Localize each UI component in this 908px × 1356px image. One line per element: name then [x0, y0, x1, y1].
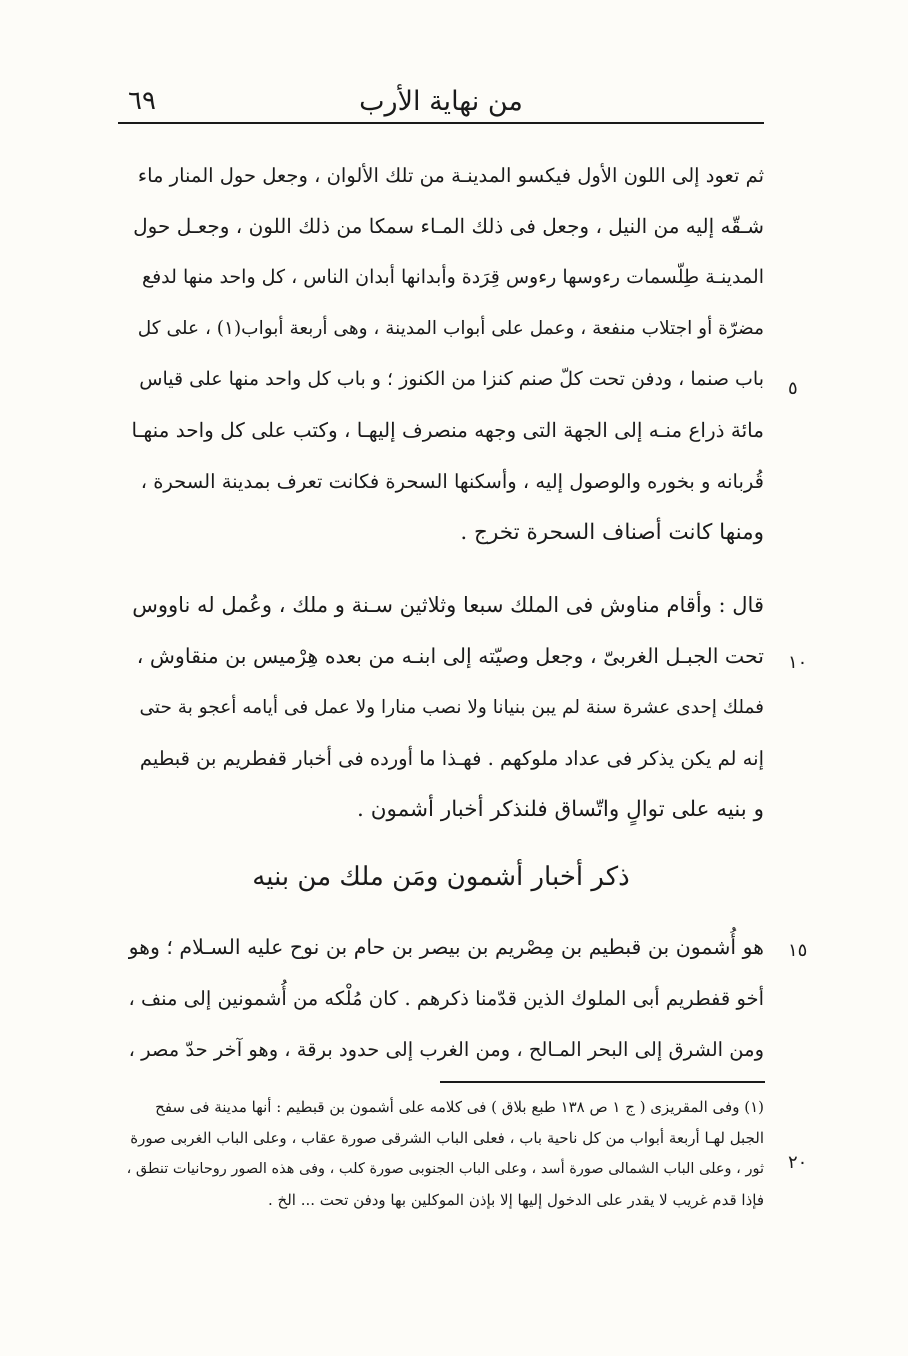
text-line: قال : وأقام مناوش فى الملك سبعا وثلاثين سـنة و ملك ، وعُمل له ناووس	[132, 593, 764, 617]
line-number: ٢٠	[788, 1152, 808, 1173]
paragraph	[128, 150, 764, 558]
section-heading: ذكر أخبار أشمون ومَن ملك من بنيه	[252, 862, 630, 892]
running-header	[118, 80, 764, 124]
text-line: تحت الجبـل الغربىّ ، وجعل وصيّته إلى ابنـه من بعده هِرْميس بن منقاوش ،	[136, 644, 764, 668]
text-line: مضرّة أو اجتلاب منفعة ، وعمل على أبواب المدينة ، وهى أربعة أبواب(١) ، على كل	[137, 318, 764, 339]
text-line: باب صنما ، ودفن تحت كلّ صنم كنزا من الكنوز ؛ و باب كل واحد منها على قياس	[139, 368, 764, 390]
footnote-line: فإذا قدم غريب لا يقدر على الدخول إليها إلا بإذن الموكلين بها ودفن تحت ... الخ .	[268, 1191, 764, 1209]
footnote	[118, 1092, 764, 1216]
header-rule	[118, 122, 764, 124]
line-number: ١٠	[788, 652, 808, 673]
paragraph	[128, 922, 764, 1075]
text-line: أخو قفطريم أبى الملوك الذين قدّمنا ذكرهم . كان مُلْكه من أُشمونين إلى منف ،	[128, 987, 764, 1010]
footnote-rule	[440, 1081, 765, 1083]
text-line: المدينـة طِلّسمات رءوسها رءوس قِرَدة وأبدانها أبدان الناس ، كل واحد منها لدفع	[141, 266, 764, 288]
section-text	[128, 922, 764, 1075]
footnote-line: الجبل لهـا أربعة أبواب من كل ناحية باب ، فعلى الباب الشرقى صورة عقاب ، وعلى الباب الغربى صورة	[130, 1129, 764, 1147]
footnote-line: (١) وفى المقريزى ( ج ١ ص ١٣٨ طبع بلاق ) فى كلامه على أشمون بن قبطيم : أنها مدينة فى سفح	[155, 1098, 764, 1116]
text-line: ومنها كانت أصناف السحرة تخرج .	[460, 520, 764, 545]
main-text	[128, 150, 764, 835]
text-line: مائة ذراع منـه إلى الجهة التى وجهه منصرف إليهـا ، وكتب على كل واحد منهـا	[131, 418, 764, 442]
text-line: قُربانه و بخوره والوصول إليه ، وأسكنها السحرة فكانت تعرف بمدينة السحرة ،	[140, 470, 764, 493]
text-line: شـقّه إليه من النيل ، وجعل فى ذلك المـاء سمكا من ذلك اللون ، وجعـل حول	[133, 214, 764, 238]
line-number: ١٥	[788, 940, 808, 961]
footnote-line: ثور ، وعلى الباب الشمالى صورة أسد ، وعلى الباب الجنوبى صورة كلب ، وفى هذه الصور روحانيات تنطق ،	[126, 1161, 764, 1177]
text-line: ثم تعود إلى اللون الأول فيكسو المدينـة من تلك الألوان ، وجعل حول المنار ماء	[137, 164, 764, 187]
text-line: فملك إحدى عشرة سنة لم يبن بنيانا ولا نصب منارا ولا عمل فى أيامه أعجو بة حتى	[139, 697, 764, 718]
text-line: هو أُشمون بن قبطيم بن مِصْريم بن بيصر بن حام بن نوح عليه السـلام ؛ وهو	[128, 935, 764, 959]
text-line: و بنيه على توالٍ واتّساق فلنذكر أخبار أشمون .	[357, 797, 764, 822]
text-line: إنه لم يكن يذكر فى عداد ملوكهم . فهـذا ما أورده فى أخبار قفطريم بن قبطيم	[139, 747, 764, 770]
running-title: من نهاية الأرب	[359, 86, 523, 117]
page-number: ٦٩	[128, 86, 156, 116]
paragraph	[128, 580, 764, 835]
text-line: ومن الشرق إلى البحر المـالح ، ومن الغرب إلى حدود برقة ، وهو آخر حدّ مصر ،	[128, 1038, 764, 1061]
line-number: ٥	[788, 378, 798, 399]
